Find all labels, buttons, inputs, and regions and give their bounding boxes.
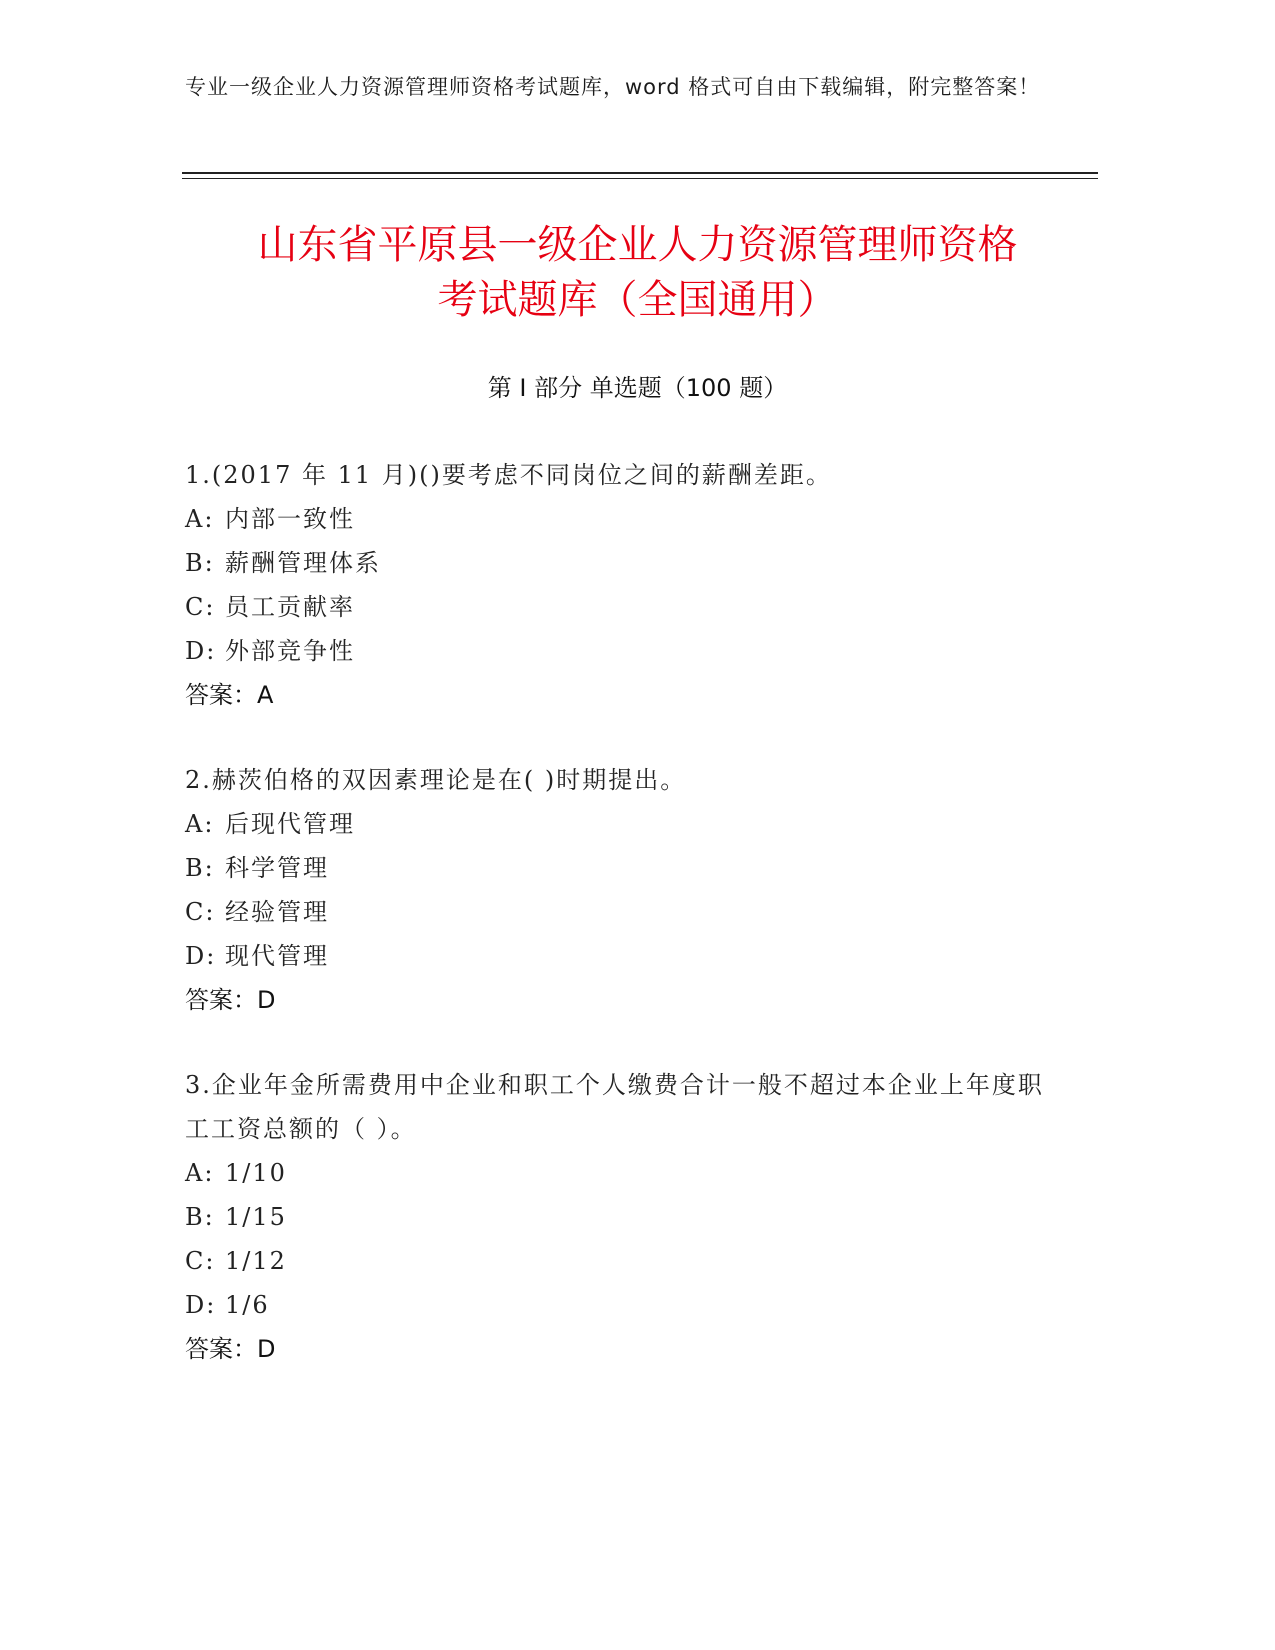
question-2 [185,758,1085,1022]
option-b [185,541,1085,585]
option-key: B: [185,549,215,577]
option-text: 外部竞争性 [225,637,355,665]
section-title: 第 I 部分 单选题（100 题） [487,374,788,402]
option-key: A: [185,810,215,838]
option-key: D: [185,1291,217,1319]
option-d [185,629,1085,673]
option-key: D: [185,942,217,970]
option-c [185,890,1085,934]
question-stem: 3.企业年金所需费用中企业和职工个人缴费合计一般不超过本企业上年度职工工资总额的（ ）。 [185,1071,1044,1143]
option-a [185,802,1085,846]
option-key: C: [185,593,216,621]
document-title-line-2: 考试题库（全国通用） [437,277,838,323]
option-text: 薪酬管理体系 [225,549,381,577]
option-text: 现代管理 [225,942,329,970]
option-text: 1/15 [225,1203,287,1231]
option-text: 1/6 [225,1291,270,1319]
option-text: 经验管理 [225,898,329,926]
option-text: 员工贡献率 [225,593,355,621]
option-text: 1/10 [225,1159,287,1187]
answer: 答案：D [185,986,276,1014]
option-text: 1/12 [225,1247,287,1275]
option-b [185,1195,1045,1239]
option-a [185,497,1085,541]
option-key: A: [185,505,215,533]
question-stem: 2.赫茨伯格的双因素理论是在( )时期提出。 [185,766,687,794]
document-title [180,218,1095,328]
option-c [185,585,1085,629]
option-a [185,1151,1045,1195]
option-text: 科学管理 [225,854,329,882]
document-title-line-1: 山东省平原县一级企业人力资源管理师资格 [257,222,1018,268]
option-key: B: [185,854,215,882]
option-b [185,846,1085,890]
option-d [185,934,1085,978]
option-key: C: [185,1247,216,1275]
option-key: B: [185,1203,215,1231]
option-key: C: [185,898,216,926]
question-stem: 1.(2017 年 11 月)()要考虑不同岗位之间的薪酬差距。 [185,461,832,489]
option-text: 后现代管理 [225,810,355,838]
answer: 答案：D [185,1335,276,1363]
answer: 答案：A [185,681,274,709]
option-text: 内部一致性 [225,505,355,533]
option-key: D: [185,637,217,665]
option-c [185,1239,1045,1283]
header-rule-thick [182,172,1098,174]
option-key: A: [185,1159,215,1187]
question-1 [185,453,1085,717]
option-d [185,1283,1045,1327]
header-note: 专业一级企业人力资源管理师资格考试题库，word 格式可自由下载编辑，附完整答案！ [185,75,1041,99]
header-rule-thin [182,178,1098,179]
question-3 [185,1063,1045,1371]
